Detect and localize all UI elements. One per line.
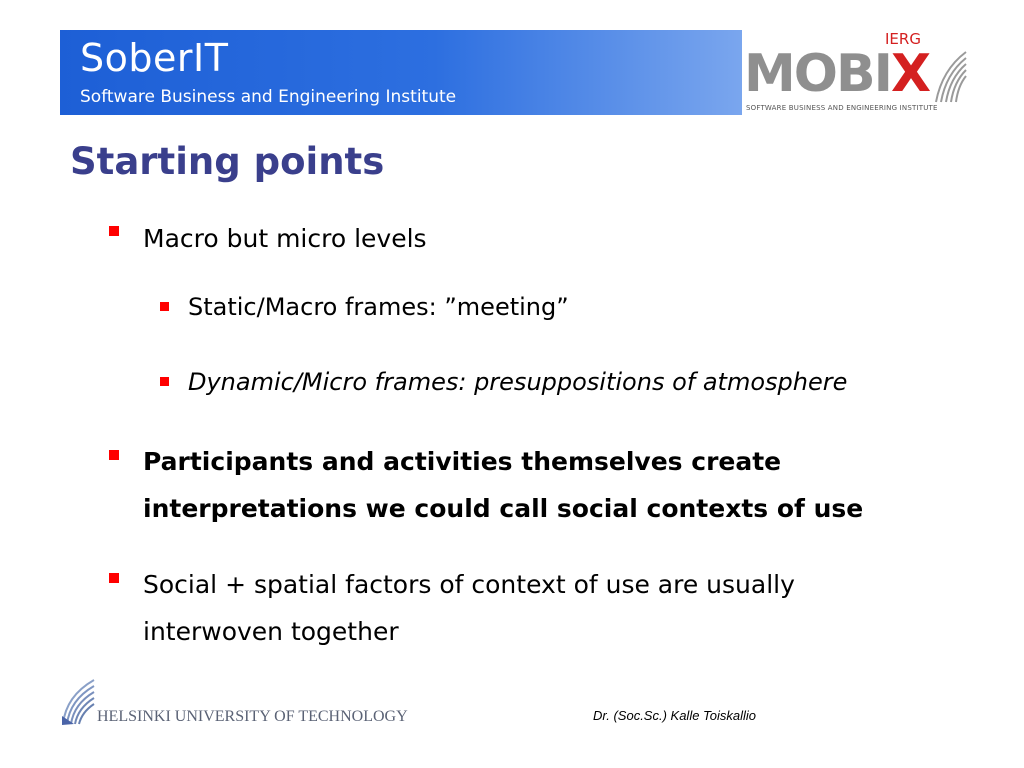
university-emblem-icon <box>60 678 98 726</box>
square-bullet-icon <box>160 302 169 311</box>
banner-title: SoberIT <box>80 36 229 80</box>
bullet-item <box>143 438 973 532</box>
square-bullet-icon <box>109 226 119 236</box>
square-bullet-icon <box>109 573 119 583</box>
footer-author: Dr. (Soc.Sc.) Kalle Toiskallio <box>593 708 757 723</box>
bullet-text: Social + spatial factors of context of use are usually interwoven together <box>143 570 795 646</box>
square-bullet-icon <box>109 450 119 460</box>
banner-subtitle: Software Business and Engineering Institute <box>80 87 457 107</box>
sub-bullet-item <box>188 368 847 396</box>
logo-word-main: MOBI <box>744 44 891 104</box>
bullet-text: Dynamic/Micro frames: presuppositions of atmosphere <box>188 368 848 396</box>
sub-bullet-item <box>188 293 569 321</box>
bullet-text: Participants and activities themselves create interpretations we could call social contexts of use <box>143 447 864 523</box>
square-bullet-icon <box>160 377 169 386</box>
bullet-text: Macro but micro levels <box>143 224 427 253</box>
slide-title: Starting points <box>70 140 385 183</box>
bullet-item <box>143 561 923 655</box>
logo-ierg-label: IERG <box>885 30 921 48</box>
footer-university: HELSINKI UNIVERSITY OF TECHNOLOGY <box>97 708 408 725</box>
bullet-item <box>143 215 427 262</box>
logo-word-accent: X <box>890 44 930 104</box>
logo-tagline: SOFTWARE BUSINESS AND ENGINEERING INSTITUTE <box>746 104 938 112</box>
bullet-text: Static/Macro frames: ”meeting” <box>188 293 569 321</box>
